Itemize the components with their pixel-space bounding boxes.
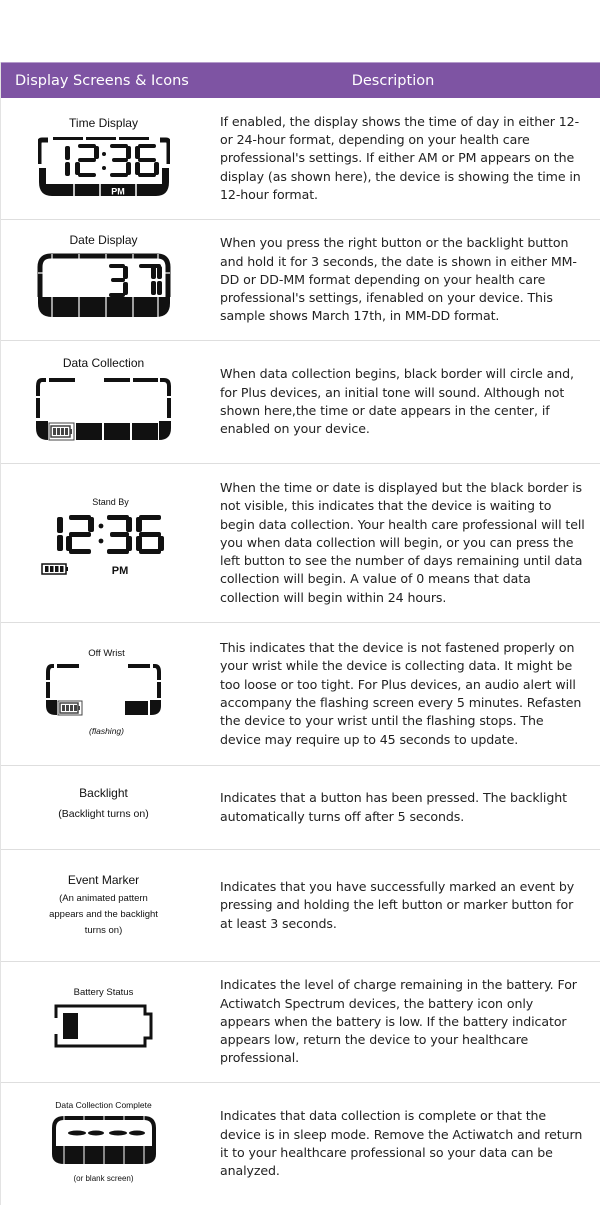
description-cell: When you press the right button or the backlight button and hold it for 3 seconds, the date is shown in either MM-DD or DD-MM format depending on your health care professional's settings, ifenabled on your device. This sample shows March 17th, in MM-DD format.: [220, 235, 577, 324]
icon-cell: [1, 98, 206, 219]
description-cell: Indicates that data collection is complete or that the device is in sleep mode. Remove the Actiwatch and return it to your healthcare professional so your data can be analyzed.: [220, 1108, 583, 1179]
header-icons-column: Display Screens & Icons: [15, 72, 189, 89]
icon-note: (flashing): [89, 726, 124, 736]
icon-cell: [1, 766, 206, 849]
table-row-backlight: [1, 766, 600, 850]
table-row-battery-status: [1, 962, 600, 1083]
icon-label: Battery Status: [73, 986, 134, 998]
icon-cell: [1, 962, 206, 1082]
icon-label: Stand By: [92, 497, 129, 507]
table-row-data-collection: [1, 341, 600, 464]
table-row-data-collection-complete: [1, 1083, 600, 1205]
icon-label: Backlight: [79, 785, 128, 800]
data-collection-complete-icon: [52, 1116, 156, 1166]
off-wrist-icon: [46, 662, 162, 716]
icon-label: Data Collection Complete: [55, 1099, 152, 1110]
icon-label: Off Wrist: [88, 648, 125, 659]
icon-note-line: turns on): [84, 924, 123, 936]
svg-text:PM: PM: [110, 186, 125, 196]
icon-note-line: appears and the backlight: [49, 908, 158, 920]
icon-label: Event Marker: [67, 872, 140, 887]
description-cell: If enabled, the display shows the time of day in either 12- or 24-hour format, depending on your health care professional's settings. If either AM or PM appears on the display (as shown here), the device is showing the time in 12-hour format.: [220, 113, 581, 202]
table-row-stand-by: [1, 464, 600, 623]
icon-cell: [1, 1083, 206, 1205]
icon-cell: [1, 623, 206, 765]
svg-text:PM: PM: [111, 565, 128, 575]
description-cell: Indicates that a button has been pressed. The backlight automatically turns off after 5 seconds.: [220, 790, 567, 824]
description-cell: When the time or date is displayed but the black border is not visible, this indicates that the device is waiting to begin data collection. Your health care professional will tell you when data collection will begin, or you can press the left button to see the number of days remaining until data collection will begin. A value of 0 means that data collection will begin within 24 hours.: [220, 479, 585, 605]
description-cell: Indicates that you have successfully marked an event by pressing and holding the left button or marker button for at least 3 seconds.: [220, 879, 575, 931]
date-display-icon: [37, 253, 171, 319]
icon-label: Date Display: [69, 233, 138, 247]
icon-label: Time Display: [69, 115, 138, 130]
battery-low-icon: [54, 1004, 154, 1048]
icon-label: Data Collection: [62, 356, 145, 370]
table-row-event-marker: [1, 850, 600, 962]
icon-cell: [1, 464, 206, 622]
display-screens-table: [0, 62, 600, 1205]
icon-cell: [1, 220, 206, 340]
icon-note: (or blank screen): [73, 1173, 134, 1183]
description-cell: This indicates that the device is not fastened properly on your wrist while the device is collecting data. It might be too loose or too tight. For Plus devices, an audio alert will accompany the flashing screen every 5 minutes. Refasten the device to your wrist until the flashing stops. The device may require up to 45 seconds to update.: [220, 640, 582, 747]
description-cell: Indicates the level of charge remaining in the battery. For Actiwatch Spectrum devices, the battery icon only appears when the battery is low. If the battery indicator appears low, return the device to your healthcare professional.: [220, 977, 577, 1066]
table-row-off-wrist: [1, 623, 600, 766]
table-row-date-display: [1, 220, 600, 341]
icon-note-line: (An animated pattern: [59, 892, 148, 904]
description-cell: When data collection begins, black border will circle and, for Plus devices, an initial tone will sound. Although not shown here,the time or date appears in the center, if enabled on your device.: [220, 366, 574, 437]
stand-by-icon: [39, 509, 169, 575]
icon-note: (Backlight turns on): [58, 807, 149, 820]
data-collection-icon: [36, 376, 172, 442]
time-display-icon: [38, 134, 170, 198]
icon-cell: [1, 850, 206, 961]
header-description-column: Description: [351, 72, 435, 89]
table-header: [1, 62, 600, 98]
table-row-time-display: [1, 98, 600, 220]
icon-cell: [1, 341, 206, 463]
